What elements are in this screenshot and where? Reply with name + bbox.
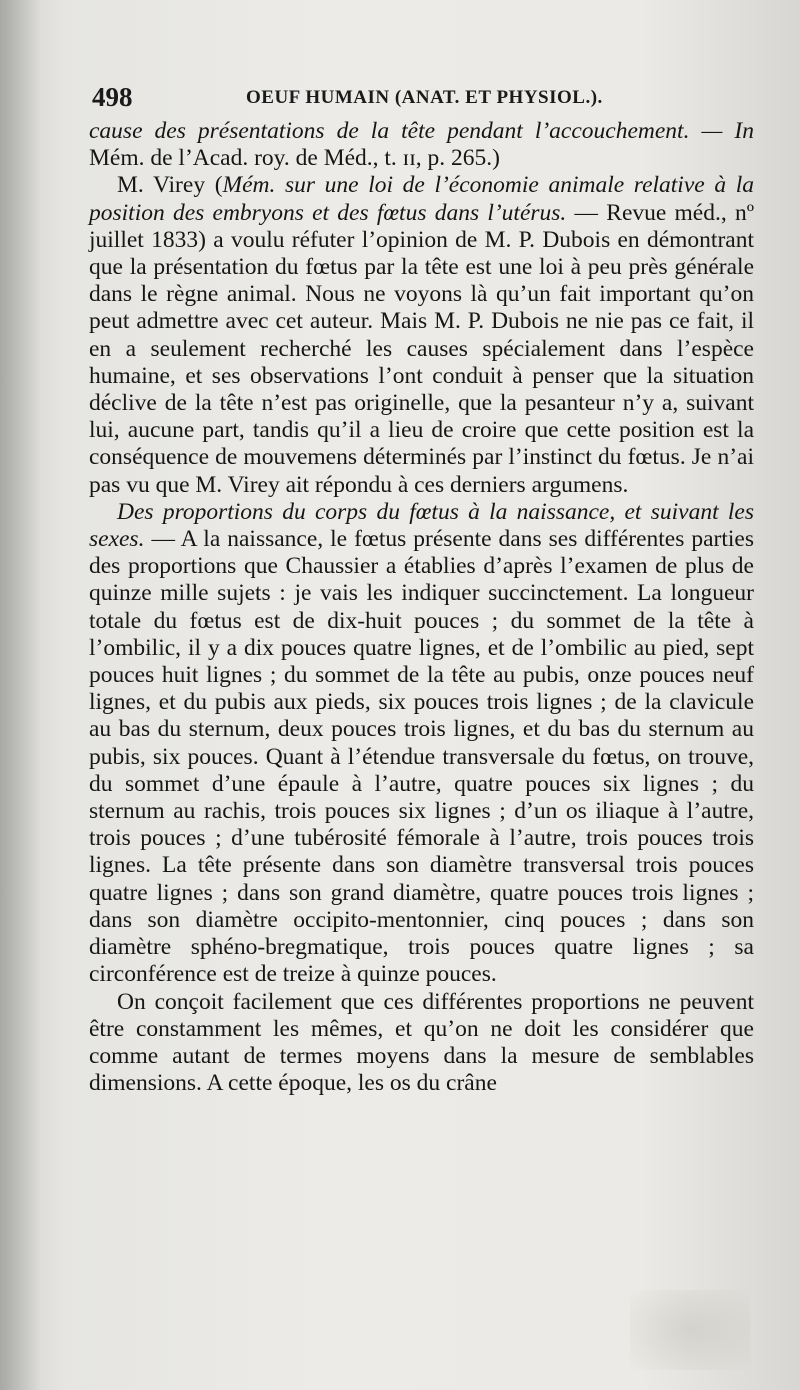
text-run: M. Virey ( (117, 172, 223, 199)
italic-text: Des proportions du corps du fœtus à la naissance, et suivant les sexes. (89, 498, 754, 553)
page-number: 498 (92, 82, 133, 112)
text-run: Mém. de l’Acad. roy. de Méd., t. ɪɪ, p. 265.) (89, 145, 500, 172)
page-body-text (89, 118, 754, 1097)
italic-text: Mém. sur une loi de l’économie animale relative à la position des embryons et des fœtus dans l’utérus. (89, 172, 754, 226)
paragraph (89, 989, 754, 1098)
paragraph (89, 499, 754, 989)
paragraph (89, 172, 754, 498)
paper-stain (630, 1290, 750, 1370)
running-head: OEUF HUMAIN (ANAT. ET PHYSIOL.). (246, 87, 603, 108)
text-run: On conçoit facilement que ces différentes proportions ne peuvent être constamment les mêmes, et qu’on ne doit les considérer que comme autant de termes moyens dans la mesure de semblables dimensions. A cette époque, les os du crâne (89, 988, 754, 1097)
page-header (92, 82, 752, 116)
italic-text: cause des présentations de la tête pendant l’accouchement. — In (89, 118, 754, 144)
text-run: — A la naissance, le fœtus présente dans ses différentes parties des proportions que Chaussier a établies d’après l’examen de plus de quinze mille sujets : je vais les indiquer succinctement. La longueur totale du fœtus est de dix-huit pouces ; du sommet de la tête à l’ombilic, il y a dix pouces quatre lignes, et de l’ombilic au pied, sept pouces huit lignes ; du sommet de la tête au pubis, onze pouces neuf lignes, et du pubis aux pieds, six pouces trois lignes ; de la clavicule au bas du sternum, deux pouces trois lignes, et du bas du sternum au pubis, six pouces. Quant à l’étendue transversale du fœtus, on trouve, du sommet d’une épaule à l’autre, quatre pouces six lignes ; du sternum au rachis, trois pouces six lignes ; d’un os iliaque à l’autre, trois pouces ; d’une tubérosité fémorale à l’autre, trois pouces trois lignes. La tête présente dans son diamètre transversal trois pouces quatre lignes ; dans son grand diamètre, quatre pouces trois lignes ; dans son diamètre occipito-mentonnier, cinq pouces ; dans son diamètre sphéno-bregmatique, trois pouces quatre lignes ; sa circonférence est de treize à quinze pouces. (89, 526, 754, 988)
page-gutter-shadow (0, 0, 40, 1390)
paragraph (89, 118, 754, 172)
text-run: — Revue méd., nº juillet 1833) a voulu réfuter l’opinion de M. P. Dubois en démontrant que la présentation du fœtus par la tête est une loi à peu près générale dans le règne animal. Nous ne voyons là qu’un fait important qu’on peut admettre avec cet auteur. Mais M. P. Dubois ne nie pas ce fait, il en a seulement recherché les causes spécialement dans l’espèce humaine, et ses observations l’ont conduit à penser que la situation déclive de la tête n’est pas originelle, que la pesanteur n’y a, suivant lui, aucune part, tandis qu’il a lieu de croire que cette position est la conséquence de mouvemens déterminés par l’instinct du fœtus. Je n’ai pas vu que M. Virey ait répondu à ces derniers argumens. (89, 199, 755, 498)
